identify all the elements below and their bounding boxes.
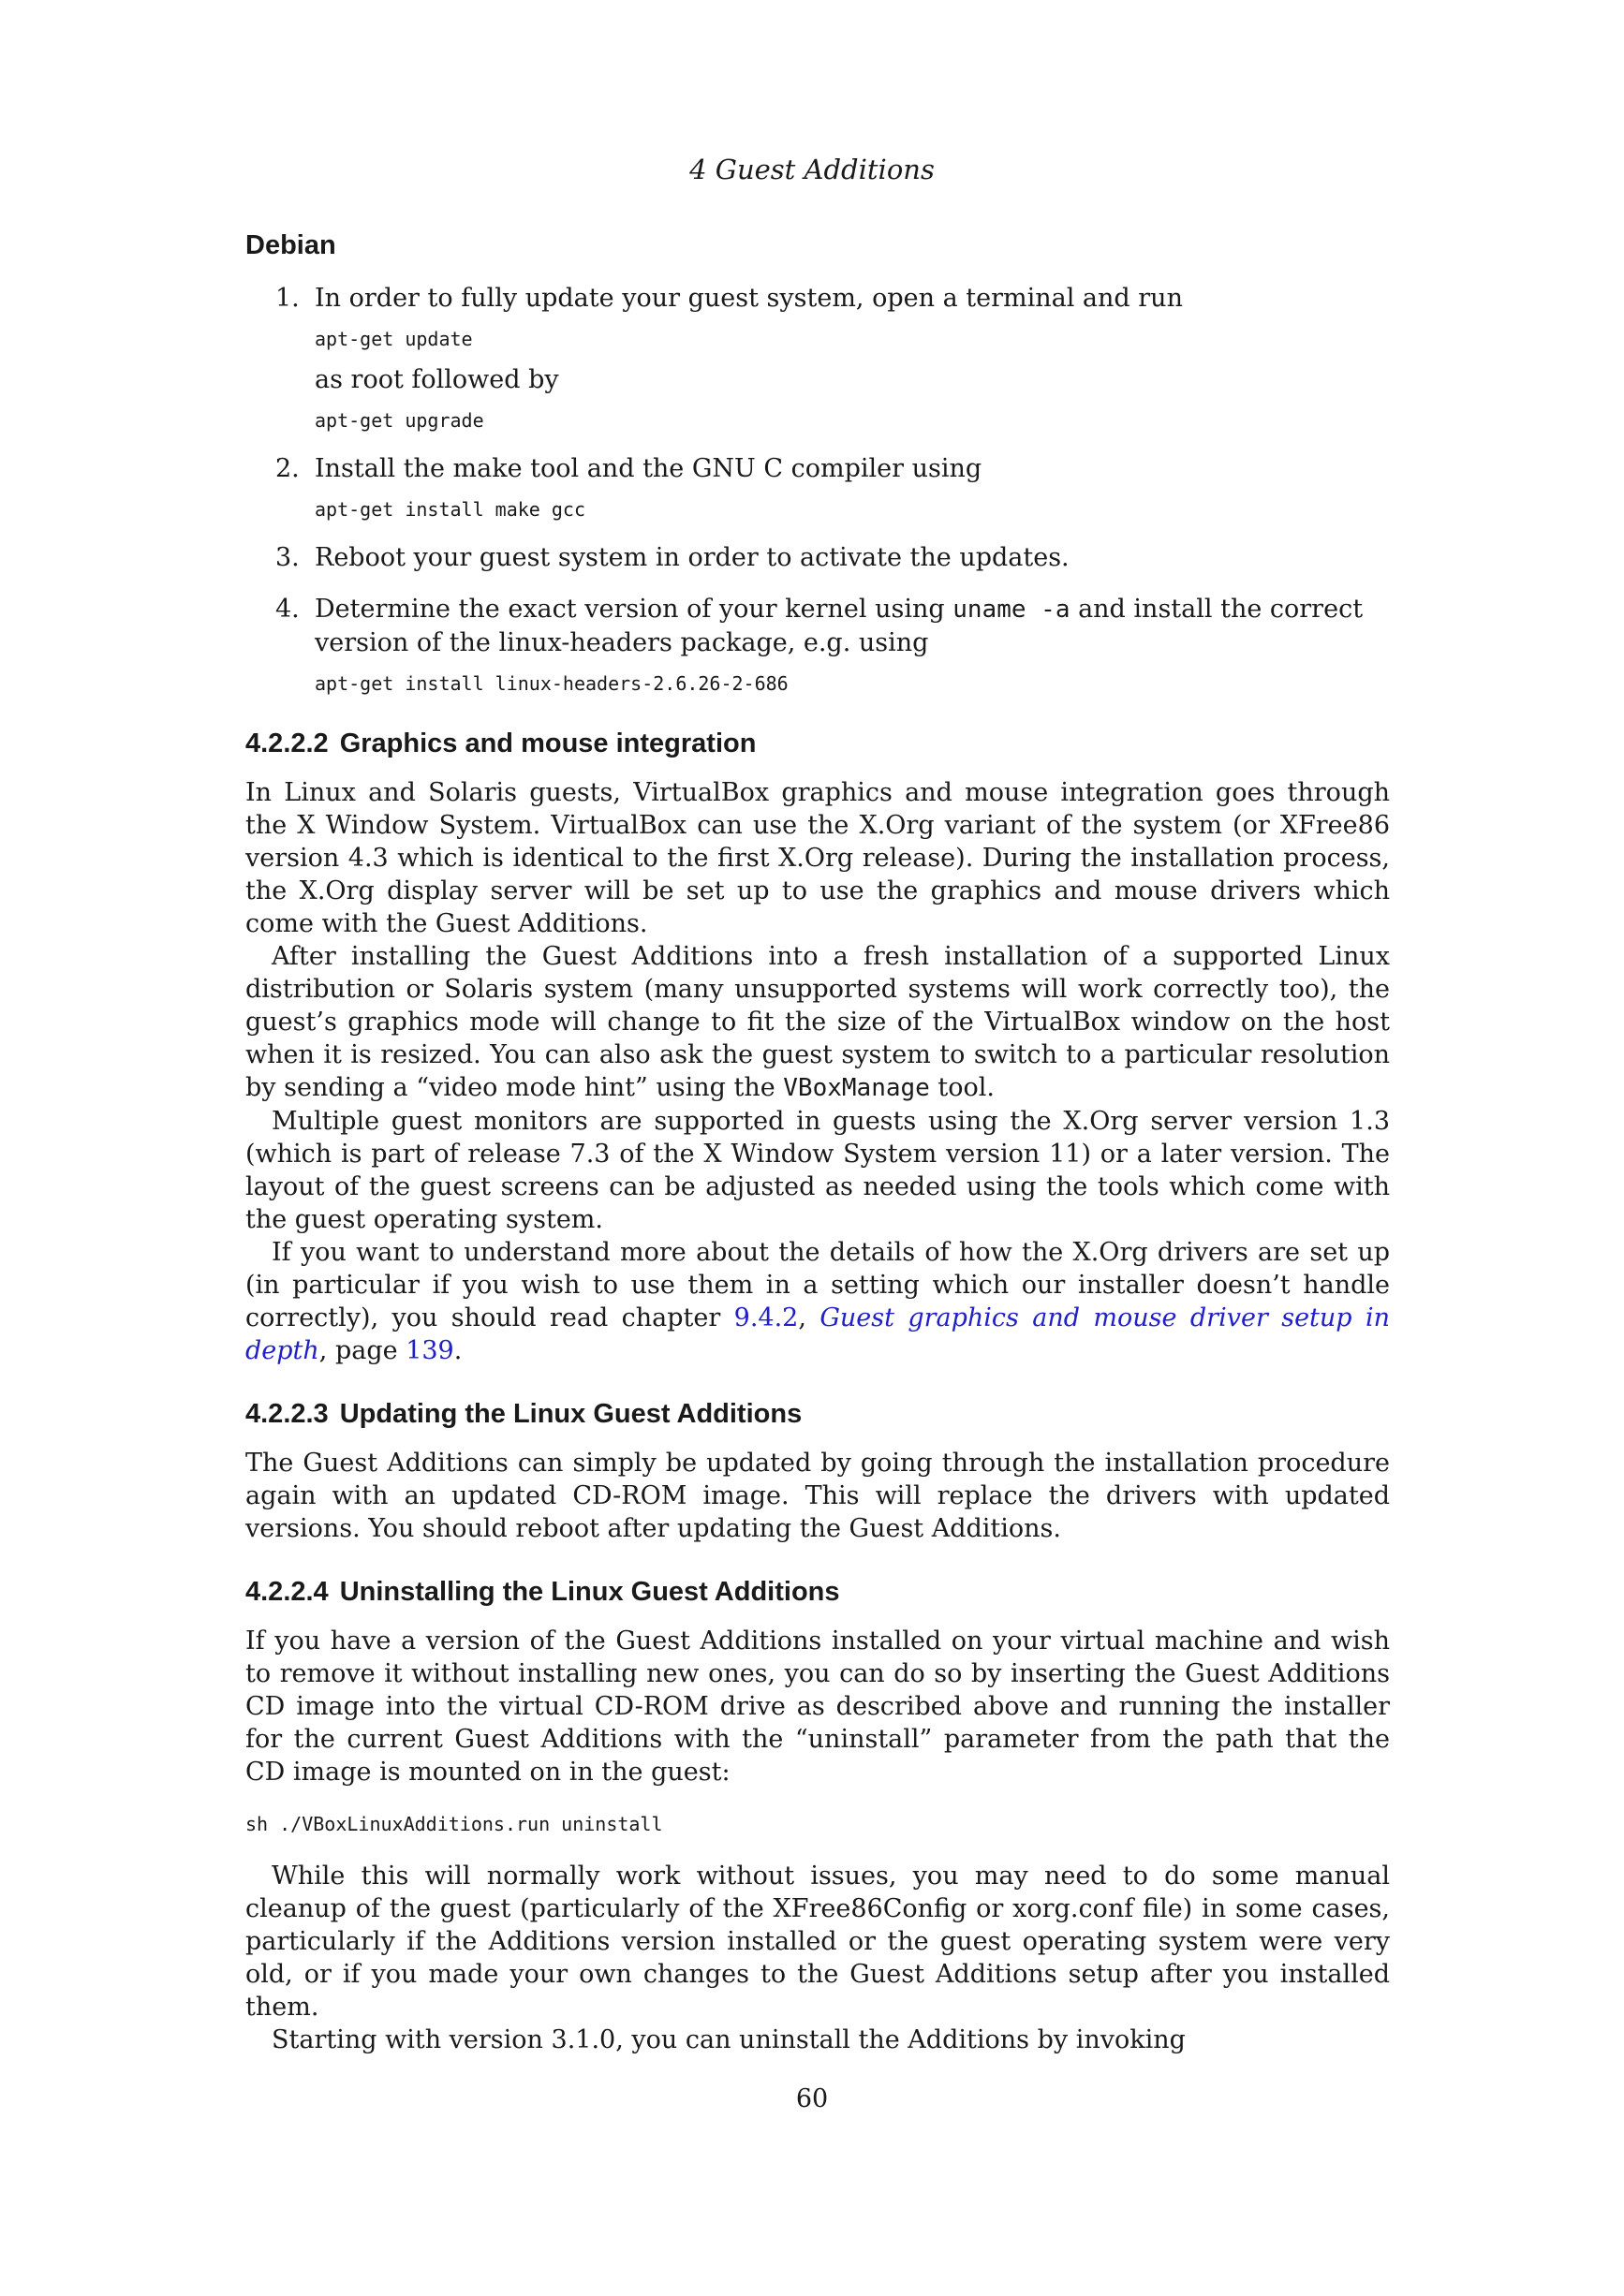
step-number: 1.: [275, 284, 300, 313]
section-heading-uninstalling: [245, 1577, 1390, 1608]
paragraph-text: tool.: [929, 1073, 995, 1102]
list-item: [245, 541, 1390, 574]
debian-heading: Debian: [245, 230, 336, 260]
paragraph-text: After installing the Guest Additions into a fresh installation of a supported Linux distribution or Solaris system (many unsupported systems will work correctly too), the guest’s graphics mode will change to fit the size of the VirtualBox window on the host when it is resized. You can also ask the guest system to switch to a particular resolution by sending a “video mode hint” using the: [245, 942, 1390, 1102]
paragraph: The Guest Additions can simply be updated by going through the installation procedure again with an updated CD-ROM image. This will replace the drivers with updated versions. You should reboot after updating the Guest Additions.: [245, 1449, 1390, 1543]
section-heading-updating: [245, 1399, 1390, 1430]
list-item: [245, 282, 1390, 434]
section-title: Uninstalling the Linux Guest Additions: [339, 1577, 840, 1607]
paragraph: If you have a version of the Guest Additions installed on your virtual machine and wish to remove it without installing new ones, you can do so by inserting the Guest Additions CD image into the virtual CD-ROM drive as described above and running the installer for the current Guest Additions with the “uninstall” parameter from the path that the CD image is mounted on in the guest:: [245, 1626, 1390, 1787]
running-header: 4 Guest Additions: [689, 154, 935, 185]
list-item: [245, 452, 1390, 522]
step-number: 2.: [275, 454, 300, 483]
paragraph-text: , page: [318, 1336, 406, 1365]
paragraph: [245, 940, 1390, 1105]
step-text: Install the make tool and the GNU C compiler using: [315, 454, 982, 483]
paragraph-text: .: [453, 1336, 463, 1365]
code-block: sh ./VBoxLinuxAdditions.run uninstall: [245, 1813, 663, 1835]
section-title: Graphics and mouse integration: [339, 729, 757, 758]
paragraph: [245, 1236, 1390, 1367]
code-line: apt-get update: [315, 328, 473, 350]
paragraph-text: If you want to understand more about the details of how the X.Org drivers are set up (in particular if you wish to use them in a setting which our installer doesn’t handle correctly), you should read chapter: [245, 1238, 1390, 1332]
section-number: 4.2.2.4: [245, 1577, 329, 1607]
step-text: as root followed by: [315, 365, 559, 394]
code-line: apt-get install make gcc: [315, 498, 585, 521]
section-heading-graphics: [245, 729, 1390, 759]
page-number: 60: [795, 2084, 829, 2113]
code-line: apt-get install linux-headers-2.6.26-2-686: [315, 672, 789, 695]
inline-code: VBoxManage: [783, 1074, 930, 1102]
section-title: Updating the Linux Guest Additions: [339, 1399, 803, 1429]
page-content: [245, 230, 1390, 2056]
step-text: [315, 593, 1390, 659]
chapter-link[interactable]: 9.4.2: [733, 1303, 799, 1332]
section-number: 4.2.2.2: [245, 729, 329, 758]
debian-steps-list: [245, 282, 1390, 697]
paragraph-text: ,: [798, 1303, 820, 1332]
paragraph: While this will normally work without issues, you may need to do some manual cleanup of the guest (particularly of the XFree86Config or xorg.conf file) in some cases, particularly if the Additions version installed or the guest operating system were very old, or if you made your own changes to the Guest Additions setup after you installed them.: [245, 1862, 1390, 2022]
step-number: 4.: [275, 595, 300, 624]
step-number: 3.: [275, 543, 300, 572]
code-line: apt-get upgrade: [315, 409, 484, 432]
section-number: 4.2.2.3: [245, 1399, 329, 1429]
step-text-part: and install the correct version of the linux-headers package, e.g. using: [315, 595, 1364, 657]
step-text-part: Determine the exact version of your kernel using: [315, 595, 953, 624]
paragraph: Multiple guest monitors are supported in guests using the X.Org server version 1.3 (which is part of release 7.3 of the X Window System version 11) or a later version. The layout of the guest screens can be adjusted as needed using the tools which come with the guest operating system.: [245, 1107, 1390, 1234]
step-text: In order to fully update your guest system, open a terminal and run: [315, 284, 1183, 313]
inline-code: uname -a: [952, 596, 1070, 624]
page-link[interactable]: 139: [406, 1336, 454, 1365]
step-text: Reboot your guest system in order to activate the updates.: [315, 543, 1070, 572]
chapter-title-link[interactable]: Guest graphics and mouse driver setup in depth: [245, 1303, 1390, 1365]
paragraph: In Linux and Solaris guests, VirtualBox graphics and mouse integration goes through the X Window System. VirtualBox can use the X.Org variant of the system (or XFree86 version 4.3 which is identical to the first X.Org release). During the installation process, the X.Org display server will be set up to use the graphics and mouse drivers which come with the Guest Additions.: [245, 778, 1390, 938]
paragraph: Starting with version 3.1.0, you can uninstall the Additions by invoking: [272, 2025, 1186, 2054]
list-item: [245, 593, 1390, 697]
